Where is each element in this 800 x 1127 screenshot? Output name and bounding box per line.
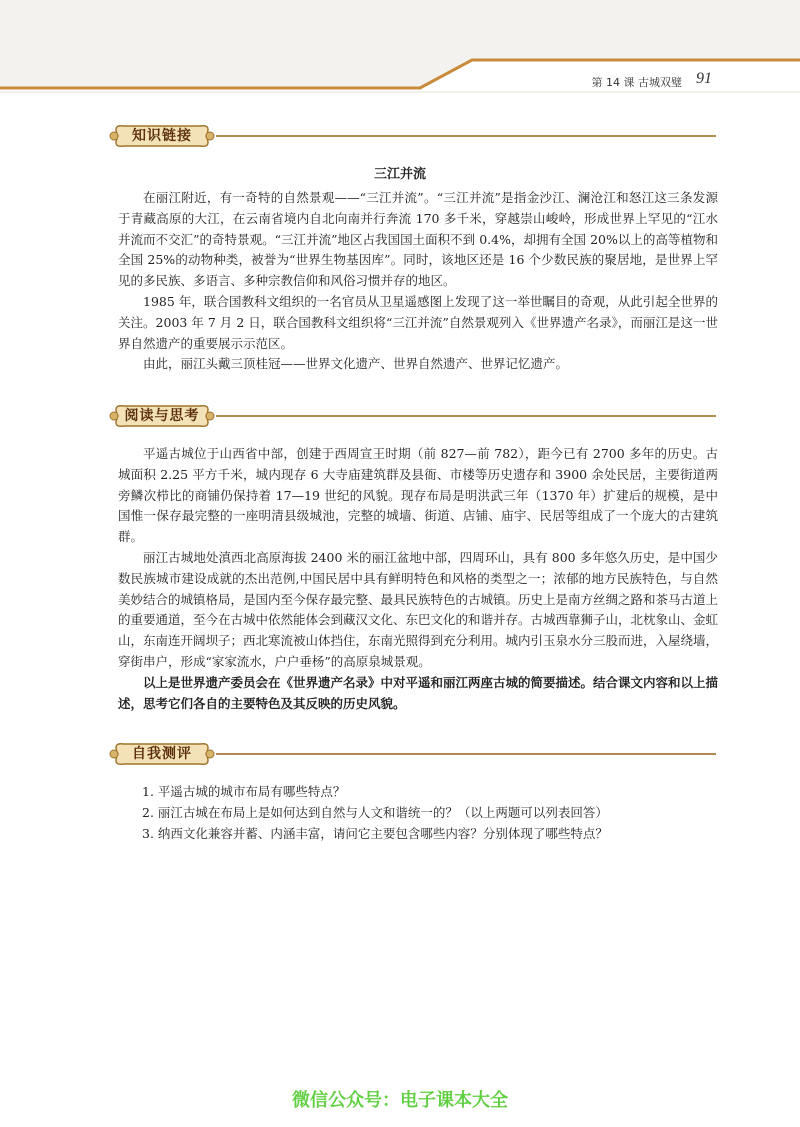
banner-title: 知识链接 xyxy=(132,128,192,144)
banner-badge xyxy=(108,400,216,432)
paragraph: 平遥古城位于山西省中部，创建于西周宣王时期（前 827—前 782），距今已有 2700 多年的历史。古城面积 2.25 平方千米，城内现存 6 大寺庙建筑群及县衙、市楼等历史遗存和 3900 余处民居，主要街道两旁鳞次栉比的商铺仍保持着 17—19 世纪的风貌。现存布局是明洪武三年（1370 年）扩建后的规模，是中国惟一保存最完整的一座明清县级城池，完整的城墙、街道、店铺、庙宇、民居等组成了一个庞大的古建筑群。 xyxy=(118,446,718,545)
section-banner-knowledge xyxy=(108,120,716,154)
banner-rule xyxy=(216,415,716,417)
paragraph: 丽江古城地处滇西北高原海拔 2400 米的丽江盆地中部，四周环山，具有 800 多年悠久历史，是中国少数民族城市建设成就的杰出范例,中国民居中具有鲜明特色和风格的类型之一；浓郁的地方民族特色，与自然美妙结合的城镇格局，是国内至今保存最完整、最具民族特色的古城镇。历史上是南方丝绸之路和茶马古道上的重要通道，至今在古城中依然能体会到藏汉文化、东巴文化的和谐并存。古城西靠狮子山，北枕象山、金虹山，东南连开阔坝子；西北寒流被山体挡住，东南光照得到充分利用。城内引玉泉水分三股而进，入屋绕墙，穿街串户，形成“家家流水，户户垂杨”的高原泉城景观。 xyxy=(118,549,719,669)
question-item: 2. 丽江古城在布局上是如何达到自然与人文和谐统一的？（以上两题可以列表回答） xyxy=(142,804,608,820)
banner-rule xyxy=(216,135,716,137)
banner-title: 自我测评 xyxy=(132,746,192,762)
paragraph: 1985 年，联合国教科文组织的一名官员从卫星遥感图上发现了这一举世瞩目的奇观，从此引起全世界的关注。2003 年 7 月 2 日，联合国教科文组织将“三江并流”自然景观列入《世界遗产名录》，而丽江是这一世界自然遗产的重要展示示范区。 xyxy=(118,293,718,351)
watermark: 微信公众号：电子课本大全 xyxy=(292,1090,508,1111)
reading-text xyxy=(118,444,718,714)
section-banner-self-test xyxy=(108,738,716,772)
question-item: 3. 纳西文化兼容并蓄、内涵丰富，请问它主要包含哪些内容？分别体现了哪些特点？ xyxy=(142,825,608,841)
knowledge-text xyxy=(118,188,718,375)
question-list xyxy=(142,782,702,844)
question-item: 1. 平遥古城的城市布局有哪些特点？ xyxy=(142,784,346,799)
banner-badge xyxy=(108,738,216,770)
page-number: 91 xyxy=(696,70,712,87)
running-header-lesson: 第 14 课 古城双璧 xyxy=(591,76,682,89)
article-title: 三江并流 xyxy=(373,167,426,182)
section-banner-reading xyxy=(108,400,716,434)
banner-badge xyxy=(108,120,216,152)
banner-rule xyxy=(216,753,716,755)
paragraph: 由此，丽江头戴三顶桂冠——世界文化遗产、世界自然遗产、世界记忆遗产。 xyxy=(143,356,569,372)
reading-prompt: 以上是世界遗产委员会在《世界遗产名录》中对平遥和丽江两座古城的简要描述。结合课文内容和以上描述，思考它们各自的主要特色及其反映的历史风貌。 xyxy=(118,674,719,711)
banner-title: 阅读与思考 xyxy=(124,408,200,424)
paragraph: 在丽江附近，有一奇特的自然景观——“三江并流”。“三江并流”是指金沙江、澜沧江和怒江这三条发源于青藏高原的大江，在云南省境内自北向南并行奔流 170 多千米，穿越崇山峻岭，形成世界上罕见的“江水并流而不交汇”的奇特景观。“三江并流”地区占我国国土面积不到 0.4%，却拥有全国 20%以上的高等植物和全国 25%的动物种类，被誉为“世界生物基因库”。同时，该地区还是 16 个少数民族的聚居地，是世界上罕见的多民族、多语言、多种宗教信仰和风俗习惯并存的地区。 xyxy=(118,190,718,289)
